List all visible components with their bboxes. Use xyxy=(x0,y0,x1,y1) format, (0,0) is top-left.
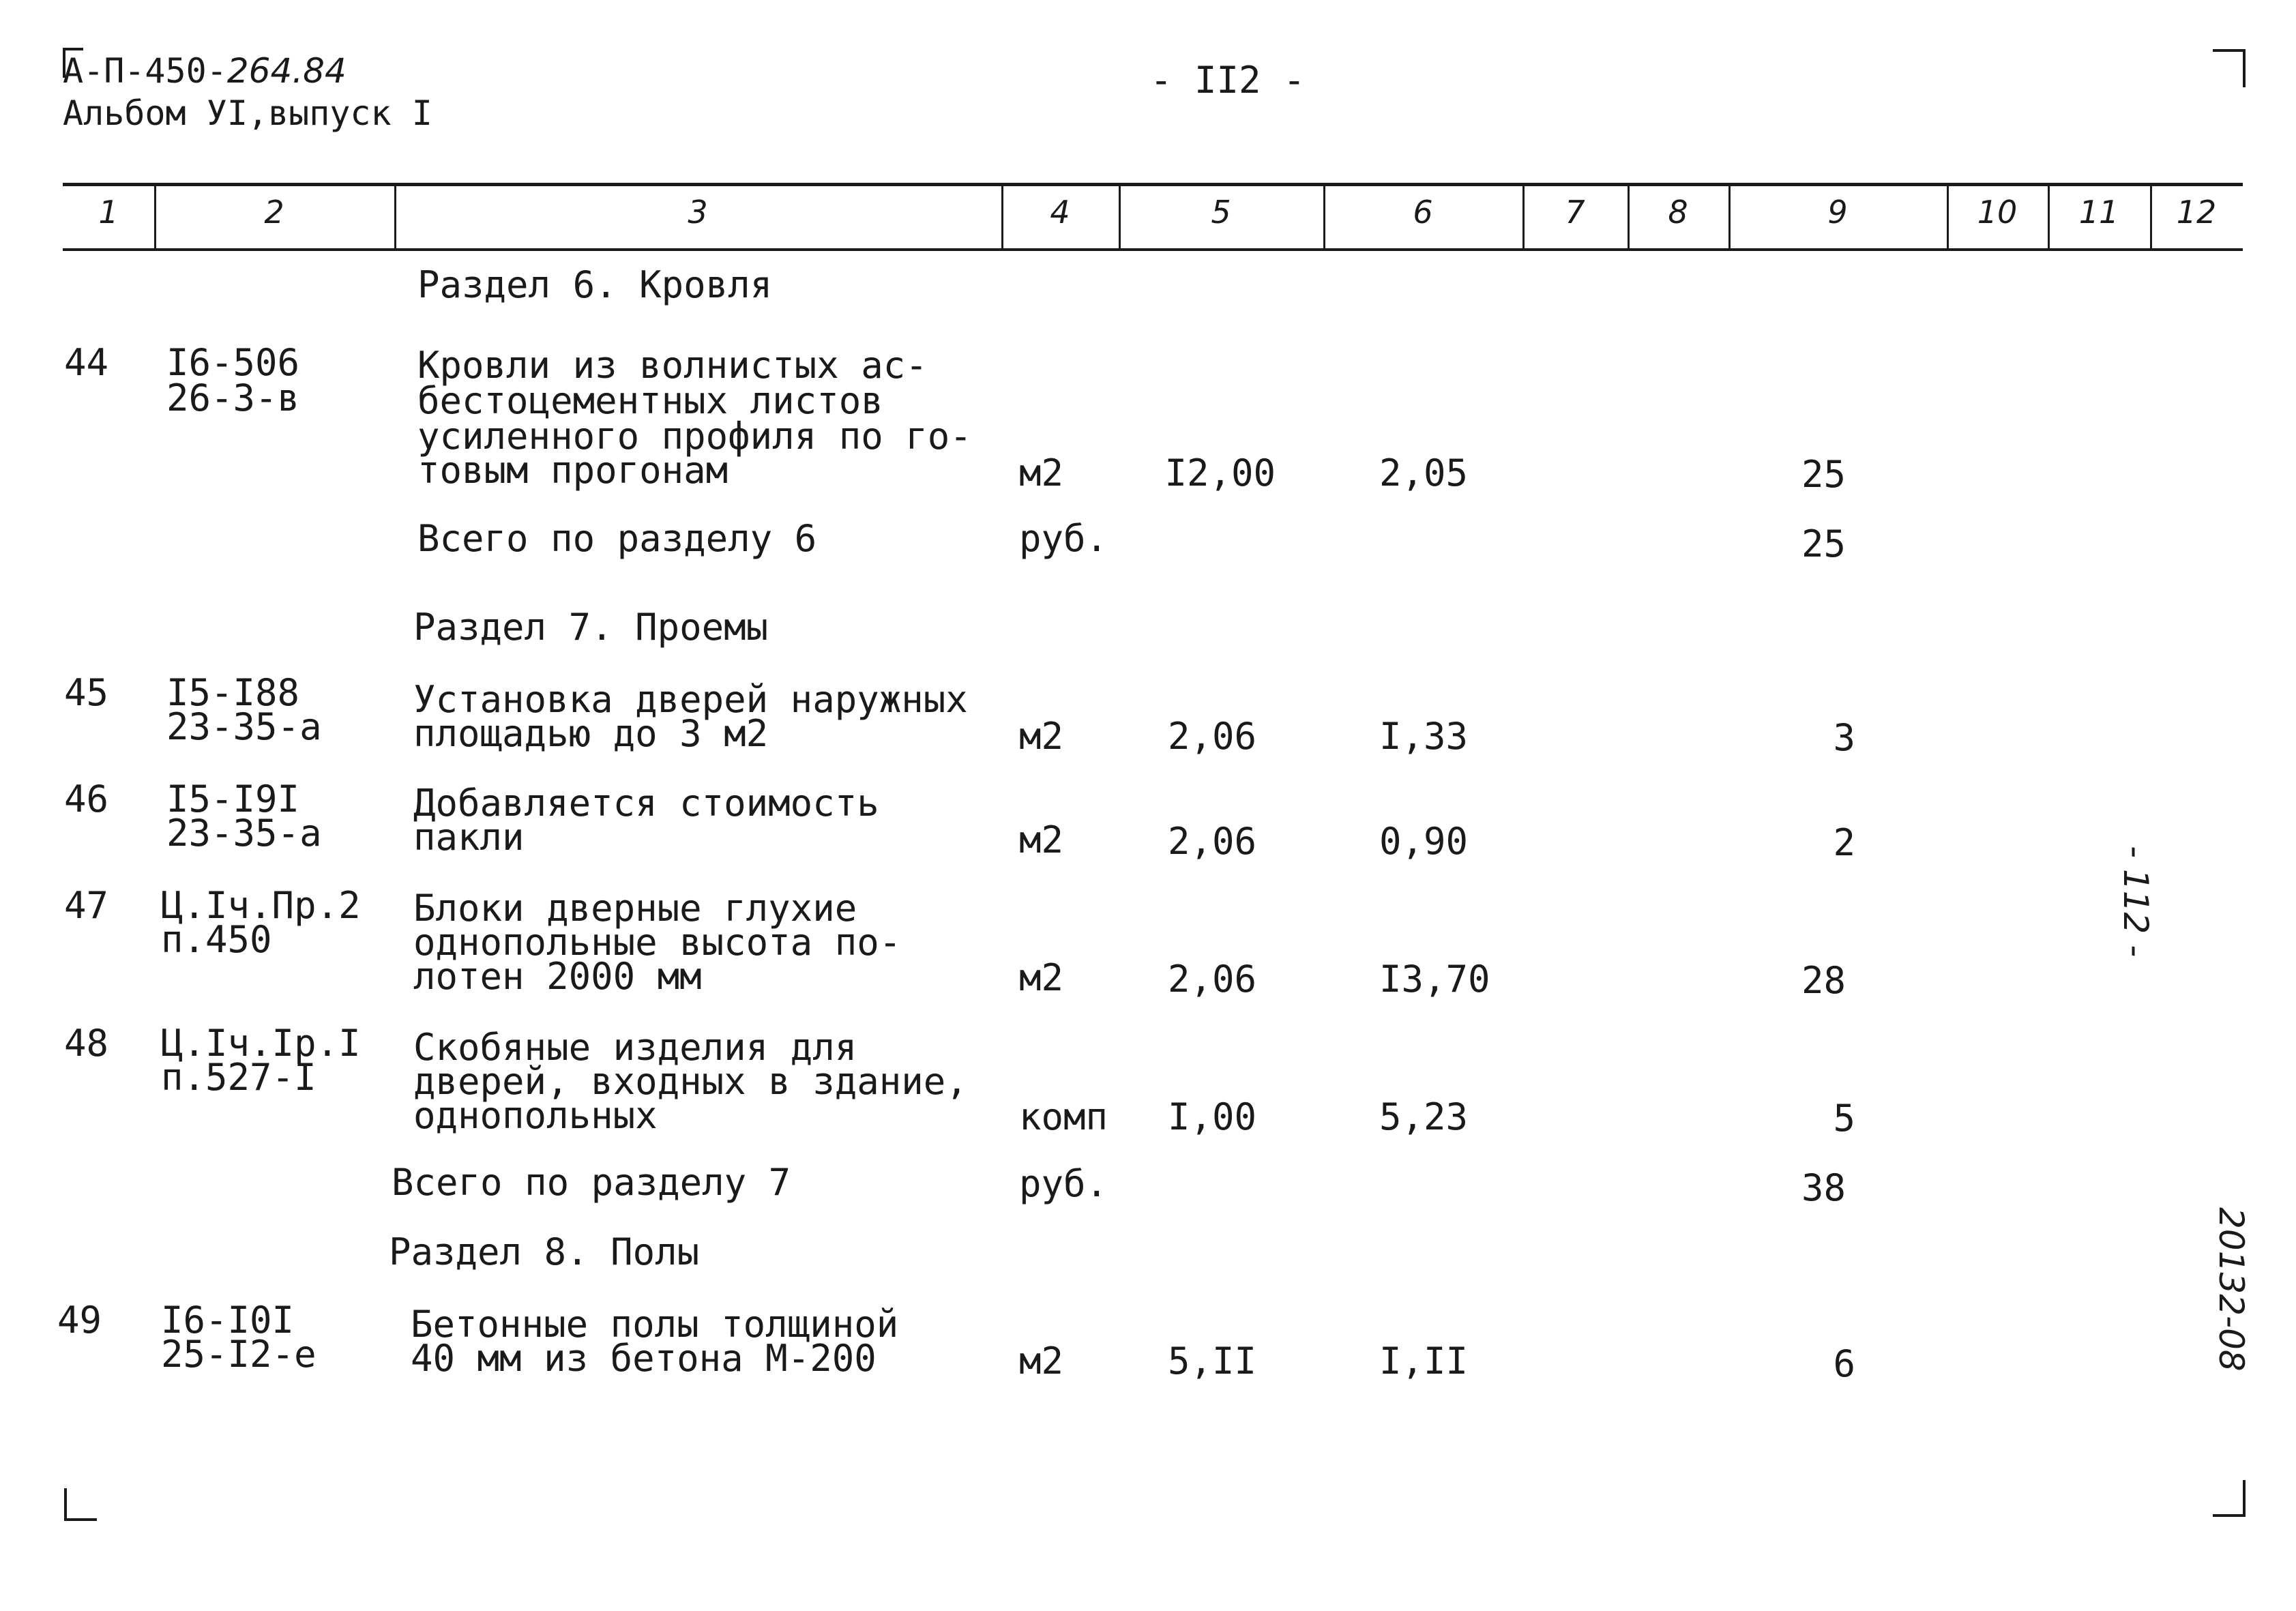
page-number: - II2 - xyxy=(1150,59,1306,102)
unit: м2 xyxy=(1019,452,1064,494)
section-total-unit: руб. xyxy=(1019,517,1108,560)
row-number: 46 xyxy=(64,778,109,821)
column-number: 8 xyxy=(1668,194,1688,231)
column-number: 1 xyxy=(98,194,119,231)
unit-price: I,33 xyxy=(1379,715,1469,758)
quantity: 2,06 xyxy=(1168,820,1257,863)
norm-code: I6-506 xyxy=(166,341,300,384)
work-description: дверей, входных в здание, xyxy=(413,1060,968,1103)
quantity: 5,II xyxy=(1168,1340,1257,1383)
row-number: 49 xyxy=(57,1299,102,1342)
unit-price: 2,05 xyxy=(1379,452,1469,494)
work-description: усиленного профиля по го- xyxy=(417,415,972,458)
total-cost: 6 xyxy=(1833,1342,1855,1385)
norm-code: I5-I88 xyxy=(166,671,300,714)
corner-mark-bottom-left xyxy=(64,1488,97,1521)
section-total-label: Всего по разделу 7 xyxy=(392,1161,791,1204)
album-label: Альбом УI,выпуск I xyxy=(63,93,432,133)
column-number: 4 xyxy=(1050,194,1070,231)
norm-code: Ц.Iч.Пр.2 xyxy=(161,884,361,927)
work-description: 40 мм из бетона М-200 xyxy=(411,1337,877,1380)
norm-code: I5-I9I xyxy=(166,778,300,821)
quantity: I,00 xyxy=(1168,1095,1257,1138)
column-number: 3 xyxy=(688,194,708,231)
row-number: 48 xyxy=(64,1022,109,1065)
column-number: 9 xyxy=(1827,194,1848,231)
work-description: однопольные высота по- xyxy=(413,921,902,964)
total-cost: 2 xyxy=(1833,821,1855,864)
quantity: 2,06 xyxy=(1168,715,1257,758)
norm-code: 26-3-в xyxy=(166,376,300,419)
work-description: Скобяные изделия для xyxy=(413,1026,857,1069)
column-number: 5 xyxy=(1211,194,1231,231)
column-number: 2 xyxy=(264,194,284,231)
section-title: Раздел 7. Проемы xyxy=(413,606,769,649)
document-code-printed: А-П-450- xyxy=(63,51,227,91)
document-code xyxy=(63,53,347,89)
norm-code: п.450 xyxy=(161,918,272,961)
total-cost: 25 xyxy=(1801,453,1846,496)
section-title: Раздел 6. Кровля xyxy=(417,263,773,306)
total-cost: 28 xyxy=(1801,959,1846,1002)
document-code-handwritten: 264.84 xyxy=(226,51,347,91)
unit-price: I,II xyxy=(1379,1340,1469,1383)
column-number: 10 xyxy=(1977,194,2018,231)
side-document-number: 20132-08 xyxy=(2211,1207,2251,1372)
unit-price: 0,90 xyxy=(1379,820,1469,863)
section-total-label: Всего по разделу 6 xyxy=(417,517,817,560)
column-number: 12 xyxy=(2176,194,2217,231)
section-title: Раздел 8. Полы xyxy=(389,1230,700,1273)
total-cost: 3 xyxy=(1833,716,1855,759)
row-number: 45 xyxy=(64,671,109,714)
norm-code: I6-I0I xyxy=(161,1299,295,1342)
side-page-mark: - 112 - xyxy=(2116,846,2155,958)
work-description: Установка дверей наружных xyxy=(413,678,968,721)
work-description: пакли xyxy=(413,816,525,859)
norm-code: 23-35-а xyxy=(166,705,322,748)
total-cost: 5 xyxy=(1833,1097,1855,1140)
section-total-value: 38 xyxy=(1801,1166,1846,1209)
section-total-value: 25 xyxy=(1801,522,1846,565)
work-description: Кровли из волнистых ас- xyxy=(417,344,928,387)
work-description: товым прогонам xyxy=(417,449,728,492)
norm-code: Ц.Iч.Iр.I xyxy=(161,1022,361,1065)
norm-code: п.527-I xyxy=(161,1056,317,1099)
work-description: однопольных xyxy=(413,1094,658,1137)
unit: м2 xyxy=(1019,956,1064,999)
unit-price: 5,23 xyxy=(1379,1095,1469,1138)
work-description: Бетонные полы толщиной xyxy=(411,1303,899,1346)
corner-mark-top-right xyxy=(2213,49,2246,87)
corner-mark-bottom-right xyxy=(2213,1480,2246,1517)
unit: м2 xyxy=(1019,1340,1064,1383)
work-description: бестоцементных листов xyxy=(417,379,883,422)
quantity: 2,06 xyxy=(1168,958,1257,1001)
unit: комп xyxy=(1019,1095,1108,1138)
row-number: 44 xyxy=(64,341,109,384)
column-number: 7 xyxy=(1565,194,1585,231)
unit: м2 xyxy=(1019,715,1064,758)
section-total-unit: руб. xyxy=(1019,1162,1108,1205)
norm-code: 23-35-а xyxy=(166,812,322,855)
quantity: I2,00 xyxy=(1164,452,1276,494)
work-description: Блоки дверные глухие xyxy=(413,887,857,930)
work-description: Добавляется стоимость xyxy=(413,782,879,825)
unit-price: I3,70 xyxy=(1379,958,1490,1001)
column-number: 11 xyxy=(2078,194,2119,231)
unit: м2 xyxy=(1019,818,1064,861)
table-header-rule xyxy=(63,248,2243,251)
table-top-rule xyxy=(63,183,2243,186)
work-description: лотен 2000 мм xyxy=(413,955,702,998)
norm-code: 25-I2-е xyxy=(161,1333,317,1376)
row-number: 47 xyxy=(64,884,109,927)
work-description: площадью до 3 м2 xyxy=(413,712,769,755)
column-number: 6 xyxy=(1413,194,1433,231)
